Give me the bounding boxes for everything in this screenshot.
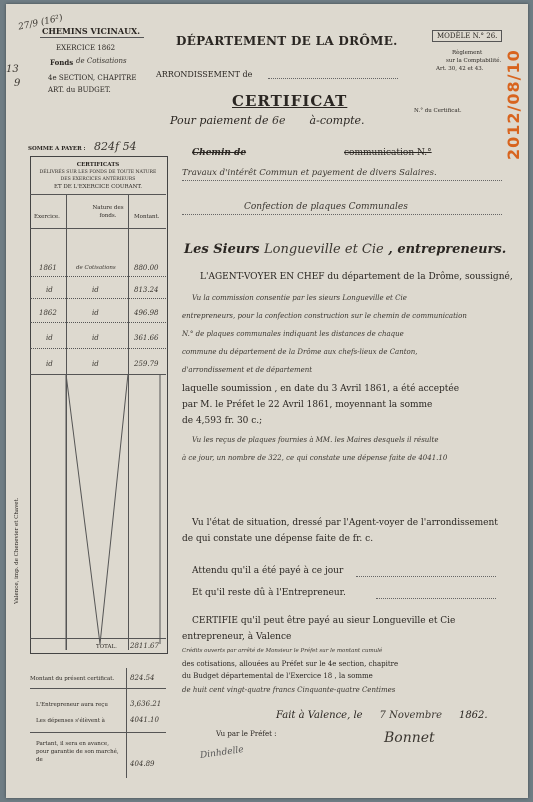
art-label: ART. du BUDGET. [48, 86, 111, 94]
row-exercice: id [46, 286, 53, 294]
row-montant: 880.00 [134, 264, 159, 272]
etat-line: de qui constate une dépense faite de fr. c. [182, 534, 374, 544]
sieurs-line [184, 242, 506, 257]
reglement-3: Art. 30, 42 et 43. [436, 66, 484, 72]
total-label: TOTAL. [96, 644, 117, 650]
summary-label: Montant du présent certificat. [30, 676, 115, 682]
fait-hand: 7 Novembre [379, 710, 442, 721]
somme-line: de 4,593 fr. 30 c.; [182, 416, 263, 426]
ledger-subtitle: DES EXERCICES ANTÉRIEURS [60, 177, 136, 182]
row-exercice: id [46, 360, 53, 368]
row-exercice: 1861 [39, 264, 57, 272]
row-nature: id [92, 334, 99, 342]
col-exercice: Exercice. [34, 214, 60, 220]
sieurs-suffix: , entrepreneurs. [388, 242, 507, 257]
row-nature: id [92, 360, 99, 368]
certifie-line: CERTIFIE qu'il peut être payé au sieur Longueville et Cie [192, 616, 456, 626]
section-label: 4e SECTION, CHAPITRE [48, 74, 137, 82]
vu-line: d'arrondissement et de département [182, 366, 313, 374]
soumission-line: laquelle soumission , en date du 3 Avril 1861, a été acceptée [182, 384, 460, 394]
row-montant: 361.66 [134, 334, 159, 342]
chemin-printed: Chemin de [192, 148, 247, 158]
chemin-hand: Travaux d'intérêt Commun et payement de divers Salaires. [182, 168, 437, 178]
vu-line: Vu la commission consentie par les sieurs Longueville et Cie [192, 294, 407, 302]
row-montant: 496.98 [134, 309, 159, 317]
row-montant: 259.79 [134, 360, 159, 368]
paiement-suffix: à-compte. [309, 114, 365, 127]
certificat-number-label: N.° du Certificat. [414, 108, 462, 114]
ledger-subtitle: DÉLIVRÉS SUR LES FONDS DE TOUTE NATURE [39, 170, 157, 175]
exercice-label: EXERCICE 1862 [56, 44, 116, 52]
fait-year: 1862. [458, 710, 488, 721]
date-stamp: 2012/08/10 [504, 49, 523, 160]
row-nature: id [92, 309, 99, 317]
fonds-label: Fonds [50, 58, 74, 67]
row-nature: id [92, 286, 99, 294]
montant-line: Crédits ouverts par arrêté de Monsieur le Préfet sur le montant cumulé [182, 648, 383, 654]
col-nature: Nature des fonds. [92, 205, 124, 219]
prefet-line: par M. le Préfet le 22 Avril 1861, moyennant la somme [182, 400, 433, 410]
recus-line: à ce jour, un nombre de 322, ce qui constate une dépense faite de 4041.10 [182, 454, 448, 462]
summary-label: L'Entrepreneur aura reçu [36, 702, 108, 708]
somme-label: SOMME A PAYER : [28, 146, 86, 152]
modele-box: MODÈLE N.° 26. [432, 30, 502, 42]
reglement-2: sur la Comptabilité. [446, 58, 502, 64]
reglement-1: Règlement [452, 50, 483, 56]
vu-line: entrepreneurs, pour la confection construction sur le chemin de communication [182, 312, 467, 320]
objet-hand: Confection de plaques Communales [244, 202, 408, 212]
summary-label: Partant, il sera en avance, pour garantie de son marché, de [36, 741, 119, 763]
row-nature: de Cotisations [76, 265, 116, 271]
total-value: 2811.67 [130, 642, 159, 650]
paiement-hand: 6e [272, 114, 286, 127]
montant-line: des cotisations, allouées au Préfet sur le 4e section, chapitre [182, 660, 399, 668]
document-page [6, 4, 528, 798]
certificat-title: CERTIFICAT [232, 92, 348, 110]
department-title: DÉPARTEMENT DE LA DRÔME. [176, 34, 398, 48]
margin-note: 9 [14, 78, 21, 89]
summary-value: 404.89 [130, 760, 155, 768]
printer-credit: Valence, imp. de Chenevier et Chavet. [14, 497, 20, 604]
fait-line [276, 710, 488, 721]
arrondissement-label: ARRONDISSEMENT de [156, 70, 253, 79]
communication-printed: communication N.° [344, 148, 432, 158]
fonds-value: de Cotisations [76, 57, 127, 65]
agent-line: L'AGENT-VOYER EN CHEF du département de la Drôme, soussigné, [200, 272, 513, 282]
paiement-prefix: Pour paiement de [170, 114, 269, 127]
recus-line: Vu les reçus de plaques fournies à MM. les Maires desquels il résulte [192, 436, 439, 444]
row-montant: 813.24 [134, 286, 159, 294]
col-montant: Montant. [134, 214, 160, 220]
vu-prefet-label: Vu par le Préfet : [216, 730, 277, 738]
montant-line: du Budget départemental de l'Exercice 18 , la somme [182, 672, 373, 680]
sieurs-prefix: Les Sieurs [184, 242, 260, 257]
row-exercice: id [46, 334, 53, 342]
signature-right: Bonnet [384, 730, 435, 746]
etat-line: Vu l'état de situation, dressé par l'Agent-voyer de l'arrondissement [192, 518, 498, 528]
chemins-vicinaux-title: CHEMINS VICINAUX. [42, 26, 141, 36]
margin-note: 13 [6, 64, 19, 75]
summary-value: 3,636.21 [130, 700, 162, 708]
reste-line: Et qu'il reste dû à l'Entrepreneur. [192, 588, 346, 598]
margin-note: 27/9 (16²) [17, 13, 64, 33]
ledger-crossout [30, 374, 166, 650]
row-exercice: 1862 [39, 309, 57, 317]
summary-value: 824.54 [130, 674, 155, 682]
paiement-line [170, 114, 365, 127]
sieurs-hand: Longueville et Cie [264, 242, 384, 257]
vu-line: N.° de plaques communales indiquant les distances de chaque [182, 330, 404, 338]
attendu-line: Attendu qu'il a été payé à ce jour [192, 566, 344, 576]
vu-line: commune du département de la Drôme aux chefs-lieux de Canton, [182, 348, 418, 356]
ledger-title: CERTIFICATS [76, 162, 120, 168]
summary-value: 4041.10 [130, 716, 159, 724]
somme-value: 824f 54 [94, 140, 137, 153]
entrepreneur-line: entrepreneur, à Valence [182, 632, 292, 642]
fait-prefix: Fait à Valence, le [276, 710, 363, 721]
signature-left: Dinhdelle [199, 744, 245, 762]
ledger-subtitle: ET DE L'EXERCICE COURANT. [53, 184, 143, 190]
summary-label: Les dépenses s'élèvent à [36, 718, 105, 724]
montant-line: de huit cent vingt-quatre francs Cinquante-quatre Centimes [182, 686, 396, 694]
